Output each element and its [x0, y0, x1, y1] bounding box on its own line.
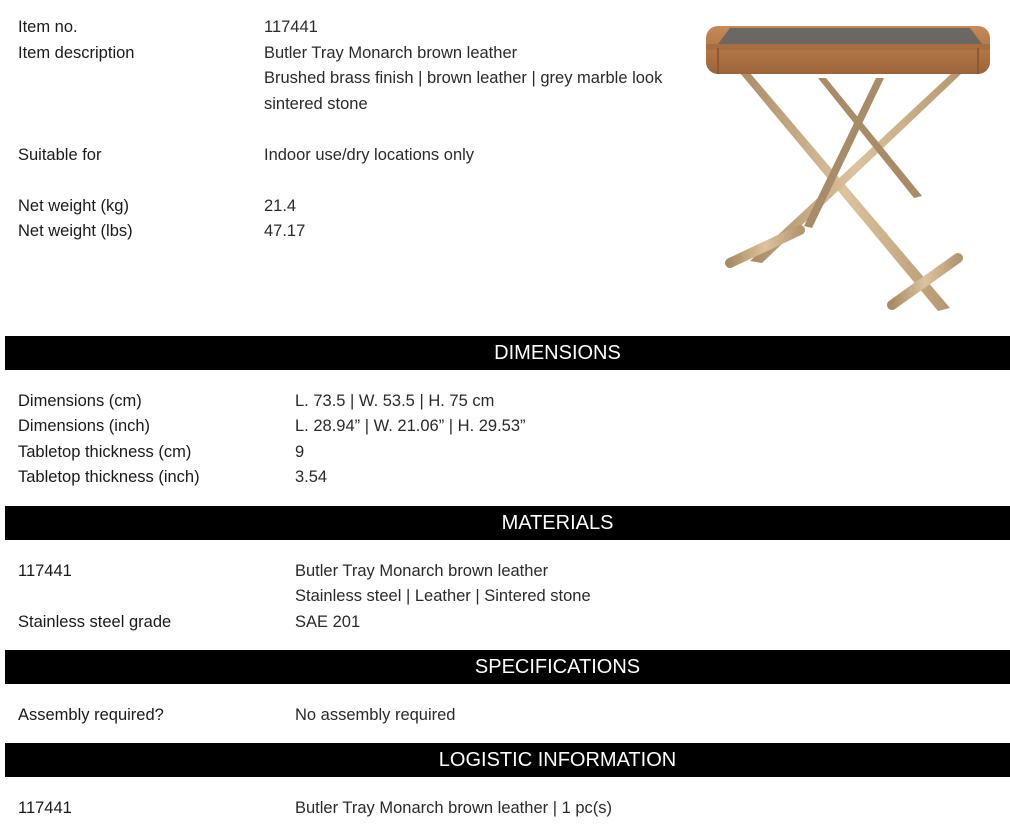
item-description-label: Item description [18, 44, 135, 62]
materials-heading: MATERIALS [501, 512, 614, 534]
dimensions-inch-label: Dimensions (inch) [18, 417, 151, 435]
item-no-value: 117441 [264, 18, 318, 36]
stainless-steel-grade-label: Stainless steel grade [18, 613, 172, 631]
product-image [700, 18, 1000, 323]
specifications-heading: SPECIFICATIONS [474, 656, 641, 678]
net-weight-kg-label: Net weight (kg) [18, 197, 129, 215]
dimensions-cm-label: Dimensions (cm) [18, 392, 142, 410]
dimensions-cm-value: L. 73.5 | W. 53.5 | H. 75 cm [295, 392, 495, 410]
tabletop-thickness-cm-value: 9 [295, 443, 305, 461]
tabletop-thickness-cm-label: Tabletop thickness (cm) [18, 443, 192, 461]
materials-item-line: Stainless steel | Leather | Sintered stone [295, 587, 591, 605]
stainless-steel-grade-value: SAE 201 [295, 613, 361, 631]
tabletop-thickness-inch-value: 3.54 [295, 468, 328, 486]
net-weight-kg-value: 21.4 [264, 197, 297, 215]
item-no-label: Item no. [18, 18, 78, 36]
tabletop-thickness-inch-label: Tabletop thickness (inch) [18, 468, 200, 486]
item-description-line: Brushed brass finish | brown leather | grey marble look [264, 69, 663, 87]
dimensions-heading: DIMENSIONS [494, 342, 621, 364]
logistic-heading: LOGISTIC INFORMATION [438, 749, 677, 771]
materials-item-label: 117441 [18, 562, 72, 580]
item-description-line: sintered stone [264, 95, 368, 113]
logistic-item-value: Butler Tray Monarch brown leather | 1 pc(s) [295, 799, 612, 817]
logistic-item-label: 117441 [18, 799, 72, 817]
net-weight-lbs-value: 47.17 [264, 222, 306, 240]
item-description-line: Butler Tray Monarch brown leather [264, 44, 518, 62]
specifications-header [5, 650, 1010, 684]
dimensions-header [5, 336, 1010, 370]
suitable-for-value: Indoor use/dry locations only [264, 146, 475, 164]
net-weight-lbs-label: Net weight (lbs) [18, 222, 133, 240]
dimensions-inch-value: L. 28.94” | W. 21.06” | H. 29.53” [295, 417, 526, 435]
suitable-for-label: Suitable for [18, 146, 102, 164]
assembly-required-label: Assembly required? [18, 706, 164, 724]
logistic-header [5, 743, 1010, 777]
materials-header [5, 506, 1010, 540]
materials-item-line: Butler Tray Monarch brown leather [295, 562, 549, 580]
assembly-required-value: No assembly required [295, 706, 456, 724]
